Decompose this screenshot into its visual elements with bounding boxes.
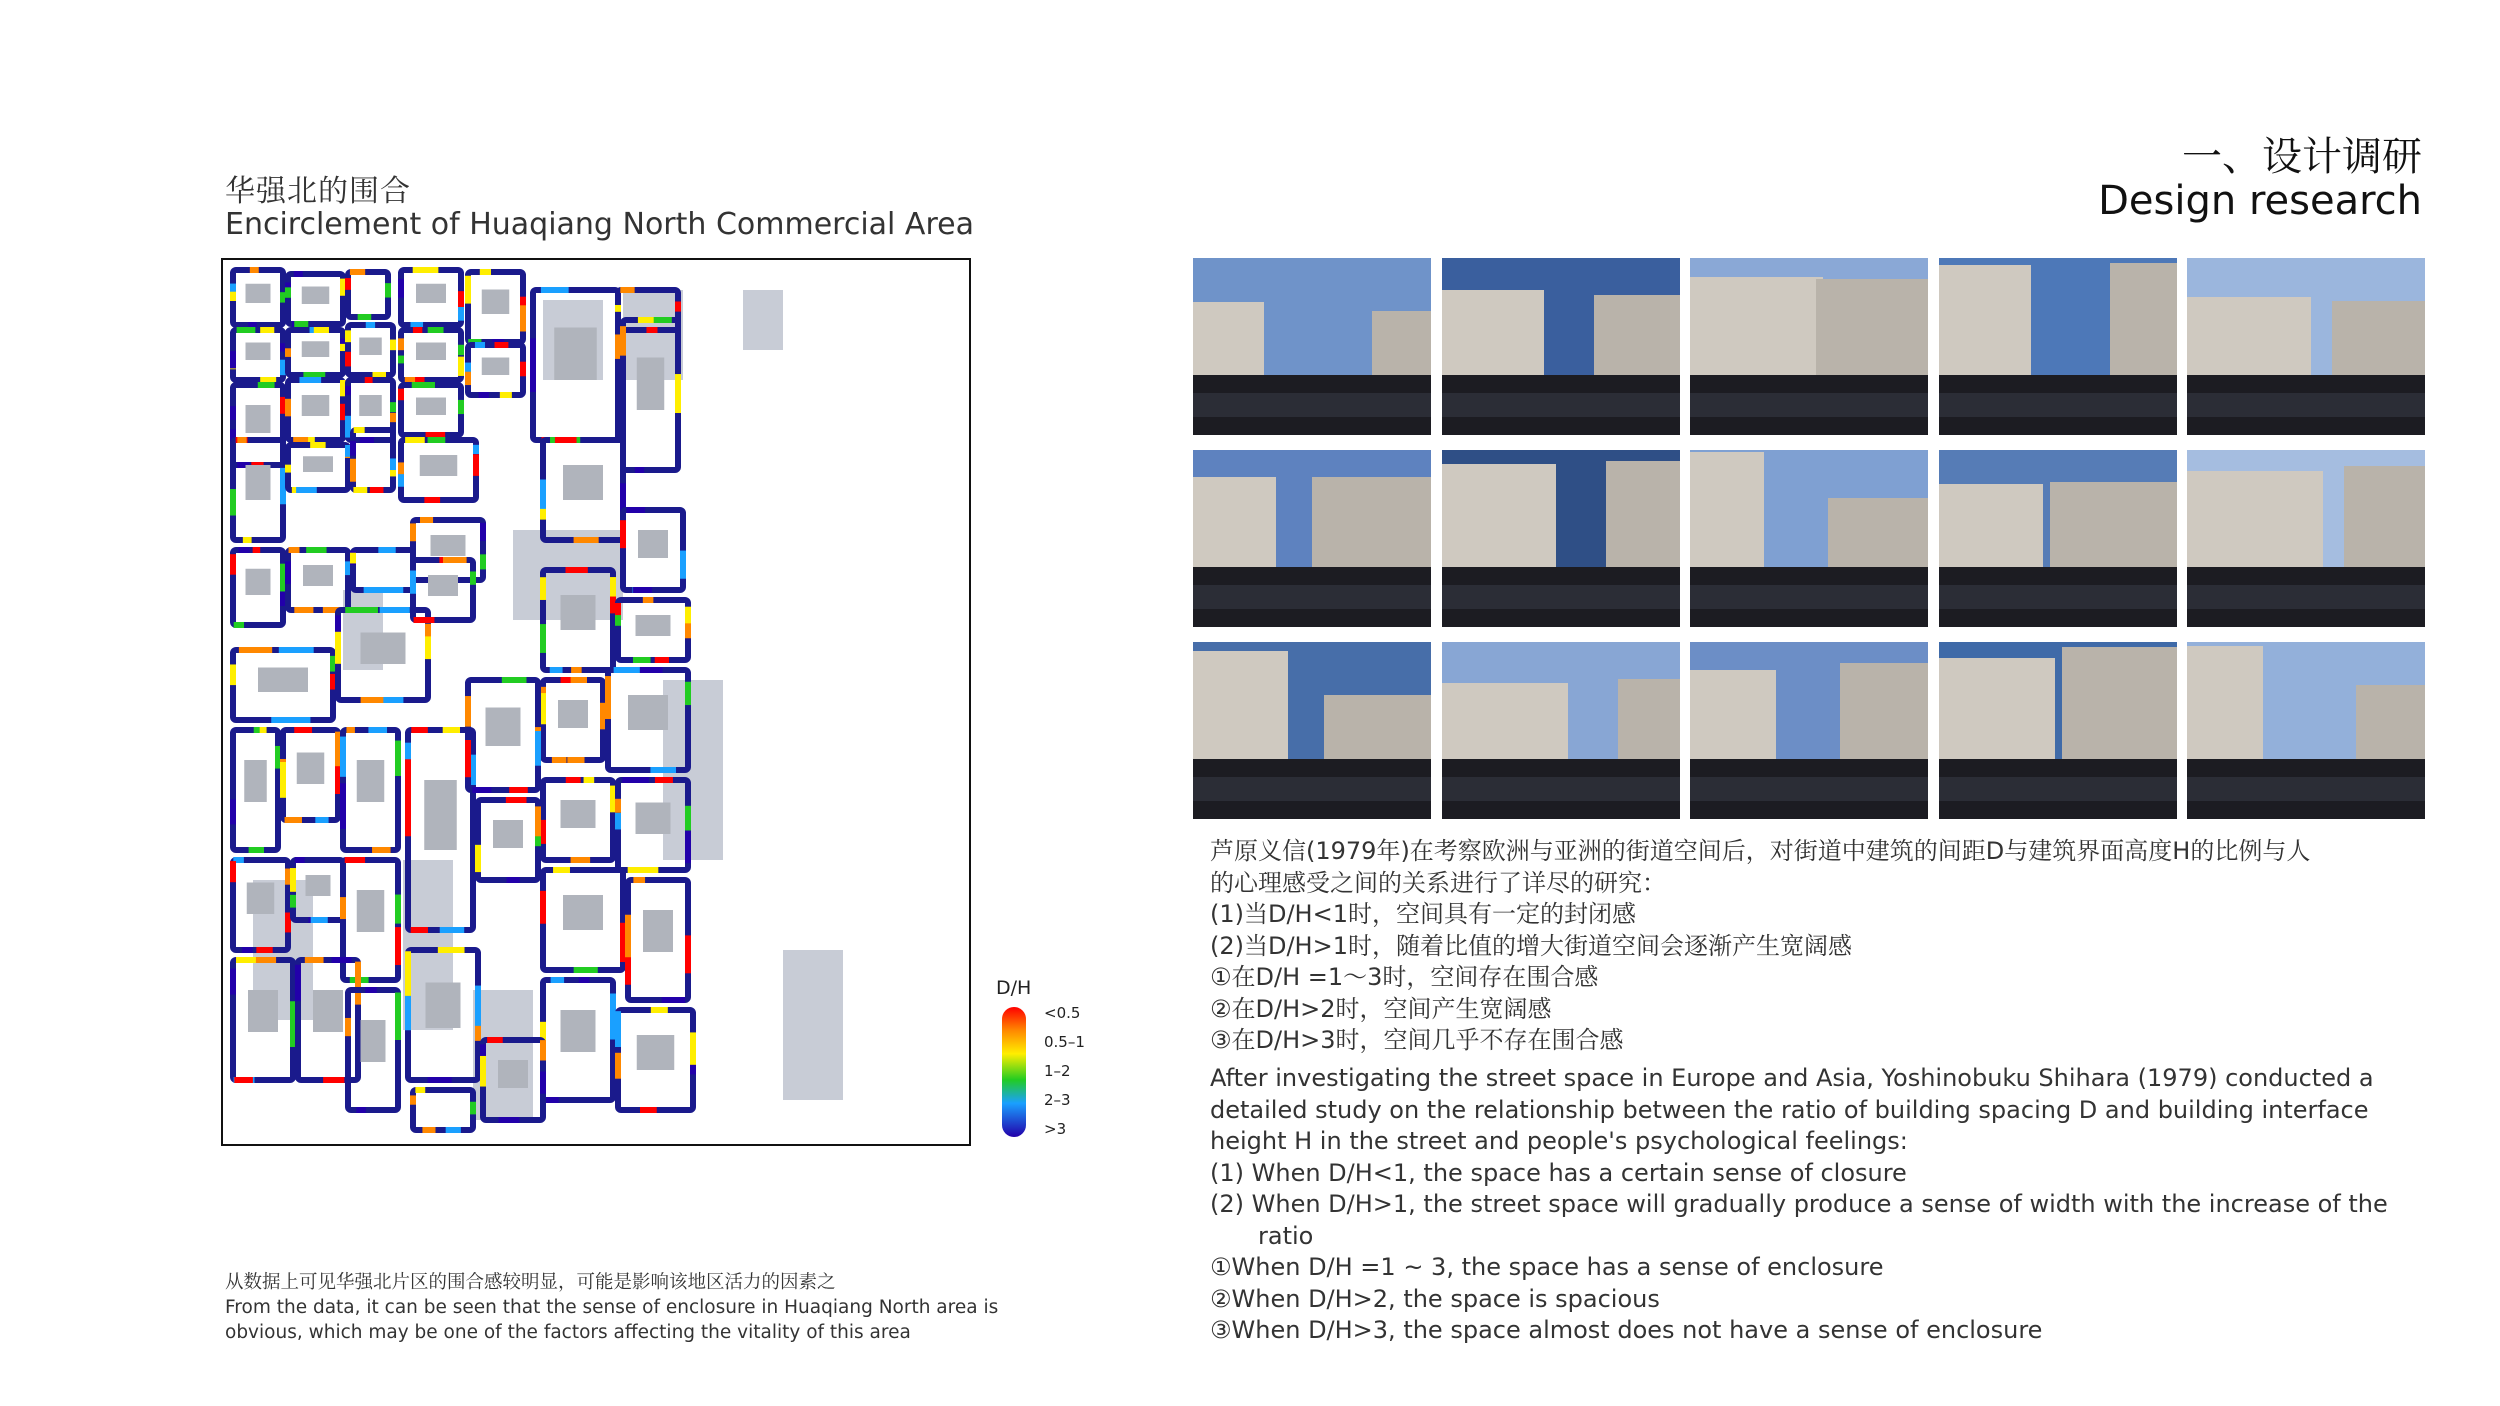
street-photo	[1690, 642, 1928, 819]
street-photo	[1193, 258, 1431, 435]
street-photo	[1690, 450, 1928, 627]
photo-cars	[1442, 393, 1680, 418]
building-footprint	[248, 990, 278, 1032]
building-footprint	[643, 910, 673, 952]
photo-cars	[1193, 393, 1431, 418]
building-footprint	[302, 287, 330, 305]
building-footprint	[493, 820, 523, 848]
building-footprint	[482, 358, 510, 376]
description-line: (2) When D/H>1, the street space will gradually produce a sense of width with the increase of the	[1210, 1190, 2388, 1218]
photo-cars	[1939, 777, 2177, 802]
photo-cars	[1690, 585, 1928, 610]
description-line: (1) When D/H<1, the space has a certain sense of closure	[1210, 1158, 1907, 1187]
photo-building	[1690, 452, 1764, 574]
building-footprint	[428, 575, 458, 596]
building-footprint	[426, 983, 461, 1029]
building-footprint	[303, 456, 333, 472]
caption-line: From the data, it can be seen that the sense of enclosure in Huaqiang North area is	[225, 1297, 999, 1318]
photo-building	[1594, 295, 1680, 382]
photo-building	[1442, 683, 1568, 766]
enclosure-map-svg	[223, 260, 969, 1144]
legend-color-ramp	[1002, 1007, 1026, 1137]
photo-building	[1312, 477, 1431, 574]
building-footprint	[306, 875, 331, 896]
photo-building	[2187, 471, 2323, 574]
building-footprint	[303, 565, 333, 586]
description-line: ②When D/H>2, the space is spacious	[1210, 1284, 1660, 1313]
building-footprint	[638, 530, 668, 558]
building-footprint	[416, 284, 446, 303]
building-footprint	[420, 455, 458, 476]
caption-line: 从数据上可见华强北片区的围合感较明显，可能是影响该地区活力的因素之	[225, 1272, 836, 1293]
street-photo	[1193, 450, 1431, 627]
building-footprint	[247, 883, 275, 915]
building-footprint	[486, 708, 521, 747]
building-footprint	[482, 290, 510, 315]
building-footprint	[563, 465, 603, 500]
building-footprint	[359, 338, 382, 356]
building-footprint	[258, 668, 308, 693]
building-footprint	[297, 753, 325, 785]
building-footprint	[302, 341, 330, 357]
photo-building	[1828, 498, 1928, 574]
building-footprint	[431, 535, 466, 556]
legend-label: 2–3	[1044, 1091, 1071, 1109]
street-photo	[2187, 258, 2425, 435]
street-photo	[1939, 450, 2177, 627]
legend-label: 0.5–1	[1044, 1033, 1085, 1051]
legend-label: >3	[1044, 1120, 1067, 1138]
photo-building	[1324, 695, 1431, 766]
building-footprint	[636, 615, 671, 636]
photo-building	[1606, 461, 1680, 574]
photo-building	[1442, 464, 1556, 574]
photo-building	[2110, 263, 2177, 382]
description-line: ③在D/H>3时，空间几乎不存在围合感	[1210, 1026, 1624, 1054]
street-photo	[1442, 450, 1680, 627]
section-title-cn: 一、设计调研	[2182, 134, 2422, 180]
block-outline	[348, 272, 388, 317]
photo-cars	[2187, 585, 2425, 610]
block-outline	[353, 550, 413, 590]
photo-building	[2187, 297, 2311, 382]
building-footprint	[743, 290, 783, 350]
building-footprint	[416, 343, 446, 361]
photo-building	[2050, 482, 2176, 574]
photo-building	[1442, 290, 1544, 382]
description-line: (1)当D/H<1时，空间具有一定的封闭感	[1210, 900, 1636, 928]
building-footprint	[361, 1020, 386, 1062]
street-photo	[2187, 450, 2425, 627]
building-footprint	[246, 465, 271, 500]
building-footprint	[246, 284, 271, 303]
description-line: ratio	[1258, 1221, 1314, 1250]
building-footprint	[636, 803, 671, 835]
description-line: 芦原义信(1979年)在考察欧洲与亚洲的街道空间后，对街道中建筑的间距D与建筑界面高度H的比例与人	[1210, 837, 2311, 865]
description-en	[1210, 1063, 2430, 1347]
building-footprint	[359, 395, 382, 416]
legend-label: <0.5	[1044, 1004, 1081, 1022]
block-outline	[413, 1090, 473, 1130]
photo-building	[1690, 277, 1823, 381]
photo-building	[2332, 301, 2425, 382]
building-footprint	[424, 780, 457, 850]
photo-building	[1816, 279, 1928, 382]
photo-cars	[1690, 777, 1928, 802]
section-title-en: Design research	[2098, 178, 2422, 224]
caption-line: obvious, which may be one of the factors affecting the vitality of this area	[225, 1322, 911, 1343]
photo-cars	[1442, 585, 1680, 610]
photo-cars	[1690, 393, 1928, 418]
building-footprint	[561, 1010, 596, 1052]
description-line: ③When D/H>3, the space almost does not have a sense of enclosure	[1210, 1316, 2043, 1344]
building-footprint	[563, 895, 603, 930]
building-footprint	[628, 695, 668, 730]
map-title-en: Encirclement of Huaqiang North Commercial Area	[225, 207, 974, 242]
photo-building	[1939, 658, 2056, 766]
legend-title: D/H	[996, 977, 1032, 999]
description-line: height H in the street and people's psychological feelings:	[1210, 1127, 1908, 1155]
map-caption	[225, 1270, 1045, 1345]
street-photo	[2187, 642, 2425, 819]
building-footprint	[498, 1060, 528, 1088]
description-line: After investigating the street space in Europe and Asia, Yoshinobuku Shihara (1979) conducted a	[1210, 1064, 2374, 1092]
photo-building	[1939, 484, 2044, 574]
photo-cars	[1442, 777, 1680, 802]
building-footprint	[246, 343, 271, 361]
building-footprint	[561, 800, 596, 828]
photo-building	[1690, 670, 1776, 766]
building-footprint	[558, 700, 588, 728]
photo-building	[2356, 685, 2425, 766]
photo-cars	[1939, 585, 2177, 610]
photo-building	[2344, 466, 2425, 574]
street-photo	[1442, 258, 1680, 435]
building-footprint	[313, 990, 343, 1032]
building-footprint	[554, 328, 597, 381]
description-line: ①在D/H =1～3时，空间存在围合感	[1210, 963, 1599, 991]
photo-cars	[2187, 777, 2425, 802]
building-footprint	[637, 358, 665, 411]
building-footprint	[357, 890, 385, 932]
building-footprint	[357, 760, 385, 802]
building-footprint	[561, 595, 596, 630]
photo-building	[1193, 651, 1288, 766]
description-line: ②在D/H>2时，空间产生宽阔感	[1210, 994, 1552, 1023]
photo-building	[2062, 647, 2176, 766]
street-photo	[1690, 258, 1928, 435]
building-footprint	[783, 950, 843, 1100]
building-footprint	[416, 398, 446, 416]
map-title-cn: 华强北的围合	[225, 174, 411, 209]
photo-cars	[1193, 777, 1431, 802]
photo-cars	[1193, 585, 1431, 610]
building-footprint	[637, 1035, 675, 1070]
photo-building	[1939, 265, 2032, 382]
photo-building	[1193, 302, 1264, 382]
photo-building	[1193, 477, 1276, 574]
description-line: (2)当D/H>1时，随着比值的增大街道空间会逐渐产生宽阔感	[1210, 931, 1852, 960]
photo-cars	[1939, 393, 2177, 418]
street-photo	[1193, 642, 1431, 819]
street-photo	[1939, 642, 2177, 819]
building-footprint	[302, 395, 330, 416]
description-line: detailed study on the relationship between the ratio of building spacing D and building interface	[1210, 1095, 2369, 1124]
street-photo-grid	[1193, 258, 2425, 818]
building-footprint	[246, 405, 271, 433]
street-photo	[1442, 642, 1680, 819]
photo-cars	[2187, 393, 2425, 418]
building-footprint	[244, 760, 267, 802]
photo-building	[2187, 646, 2263, 766]
dh-legend	[992, 977, 1102, 1147]
photo-building	[1618, 679, 1680, 766]
description-line: ①When D/H =1 ~ 3, the space has a sense of enclosure	[1210, 1253, 1884, 1281]
description-line: 的心理感受之间的关系进行了详尽的研究：	[1210, 868, 1666, 897]
photo-building	[1372, 311, 1432, 382]
building-footprint	[361, 633, 406, 665]
enclosure-map	[221, 258, 971, 1146]
building-footprint	[246, 569, 271, 595]
photo-building	[1840, 663, 1928, 766]
street-photo	[1939, 258, 2177, 435]
legend-label: 1–2	[1044, 1062, 1071, 1080]
description-cn	[1210, 836, 2430, 1057]
